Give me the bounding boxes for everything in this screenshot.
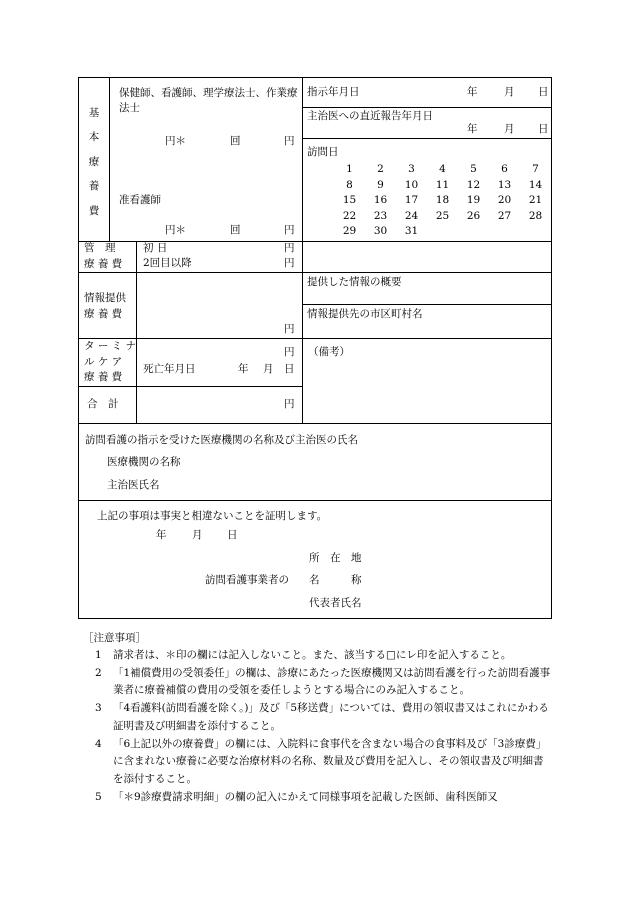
assoc-nurse-label: 准看護師 xyxy=(119,194,161,206)
day-cell: 26 xyxy=(466,209,481,222)
day-cell: 3 xyxy=(408,163,415,175)
year-label: 年 xyxy=(238,363,249,375)
terminal-label-line: タ ー ミ ナ xyxy=(84,340,137,352)
calendar-row xyxy=(334,209,551,225)
note-number: 3 xyxy=(95,702,102,714)
day-cell: 24 xyxy=(404,209,419,222)
note-text: 「1補償費用の受領委任」の欄は、診療にあたった医療機関又は訪問看護を行った訪問看護事業者に療養補償の費用の受領を委任しようとする場合にのみ記入すること。 xyxy=(113,666,551,696)
year-label: 年 xyxy=(156,529,167,541)
certification-statement: 上記の事項は事実と相違ないことを証明します。 xyxy=(97,510,328,522)
nursing-expense-form xyxy=(78,77,552,619)
day-cell: 9 xyxy=(377,178,384,191)
note-text: 請求者は、＊印の欄には記入しないこと。また、該当する□にレ印を記入すること。 xyxy=(113,648,512,661)
kihon-heading xyxy=(83,108,105,216)
first-day-label: 初 日 xyxy=(143,242,168,254)
column-divider xyxy=(136,241,137,423)
day-cell xyxy=(489,224,520,240)
day-label: 日 xyxy=(538,123,549,135)
yen-label: 円 xyxy=(284,242,295,254)
kanri-label xyxy=(84,241,122,272)
note-number: 5 xyxy=(95,790,102,803)
doctor-name-label: 主治医氏名 xyxy=(107,479,160,491)
times-label: 回 xyxy=(230,135,241,147)
day-cell: 16 xyxy=(373,194,388,206)
visit-days-calendar xyxy=(334,162,551,240)
day-cell: 21 xyxy=(528,194,543,206)
heading-char: 本 xyxy=(88,131,100,144)
heading-char: 基 xyxy=(88,107,100,119)
day-cell: 1 xyxy=(346,163,353,175)
day-cell: 13 xyxy=(497,178,512,191)
row-divider xyxy=(79,338,551,339)
day-cell: 8 xyxy=(346,178,353,191)
year-label: 年 xyxy=(467,86,478,98)
month-label: 月 xyxy=(504,86,515,98)
calendar-row xyxy=(334,224,551,240)
address-label: 所 在 地 xyxy=(309,552,362,564)
instruction-date-label: 指示年月日 xyxy=(307,86,360,98)
death-date-label: 死亡年月日 xyxy=(143,363,196,375)
day-label: 日 xyxy=(227,529,238,541)
terminal-label-line: ル ケ ア xyxy=(84,355,123,368)
info-label-line: 療 養 費 xyxy=(84,308,123,320)
column-divider xyxy=(302,78,303,423)
note-item xyxy=(83,789,553,807)
representative-label: 代表者氏名 xyxy=(309,597,362,609)
day-cell: 15 xyxy=(342,194,357,206)
day-cell: 20 xyxy=(497,194,512,206)
day-cell: 28 xyxy=(528,209,543,222)
yen-label: 円 xyxy=(284,346,295,358)
day-cell: 5 xyxy=(470,163,477,175)
row-divider xyxy=(302,304,551,305)
calendar-row xyxy=(334,178,551,194)
day-cell: 10 xyxy=(404,178,419,191)
yen-label: 円 xyxy=(284,135,295,147)
terminal-label-line: 療 養 費 xyxy=(84,371,123,383)
day-cell: 27 xyxy=(497,209,512,222)
yen-star: 円＊ xyxy=(165,224,186,236)
calendar-row xyxy=(334,193,551,209)
institution-name-label: 医療機関の名称 xyxy=(107,456,181,468)
notes-section xyxy=(83,630,553,806)
day-cell: 17 xyxy=(404,194,419,206)
day-cell: 12 xyxy=(466,178,481,191)
heading-char: 費 xyxy=(88,204,100,217)
day-cell: 4 xyxy=(439,163,446,175)
calendar-row xyxy=(334,162,551,178)
kanri-label-line: 療 養 費 xyxy=(84,257,123,270)
day-cell xyxy=(427,224,458,240)
row-divider xyxy=(79,500,551,501)
column-divider xyxy=(109,78,110,241)
day-cell: 2 xyxy=(377,163,384,175)
remarks-label: （備考） xyxy=(308,346,350,358)
month-label: 月 xyxy=(192,529,203,541)
note-text: 「6上記以外の療養費」の欄には、入院料に食事代を含まない場合の食事料及び「3診療費」に含まれない療養に必要な治療材料の名称、数量及び費用を記入し、その領収書及び明細書を添付すること。 xyxy=(113,737,547,785)
note-item xyxy=(83,700,553,735)
notes-heading: ［注意事項］ xyxy=(83,632,146,644)
second-after-label: 2回目以降 xyxy=(143,257,192,269)
day-cell: 7 xyxy=(532,163,539,175)
info-label-line: 情報提供 xyxy=(84,292,126,304)
row-divider xyxy=(79,386,302,387)
note-number: 1 xyxy=(95,648,102,661)
yen-label: 円 xyxy=(284,323,295,335)
day-label: 日 xyxy=(284,363,295,375)
note-number: 4 xyxy=(95,737,102,750)
day-cell: 25 xyxy=(435,209,450,222)
day-cell: 18 xyxy=(435,194,450,206)
day-cell: 6 xyxy=(501,163,508,175)
info-municipality-label: 情報提供先の市区町村名 xyxy=(307,308,423,320)
visit-days-label: 訪問日 xyxy=(307,146,339,158)
yen-label: 円 xyxy=(284,257,295,269)
yen-star: 円＊ xyxy=(165,135,186,147)
note-item xyxy=(83,665,553,700)
month-label: 月 xyxy=(504,123,515,135)
row-divider xyxy=(79,423,551,424)
day-cell xyxy=(458,224,489,240)
times-label: 回 xyxy=(230,224,241,236)
note-text: 「4看護料(訪問看護を除く。)」及び「5移送費」については、費用の領収書又はこれにかわる証明書及び明細書を添付すること。 xyxy=(113,702,549,732)
day-cell: 23 xyxy=(373,209,388,222)
month-label: 月 xyxy=(263,363,274,375)
row-divider xyxy=(302,138,551,139)
day-cell: 14 xyxy=(528,178,543,191)
note-item xyxy=(83,647,553,665)
day-cell: 22 xyxy=(342,209,357,222)
day-cell xyxy=(520,224,551,240)
day-cell: 31 xyxy=(404,225,419,237)
year-label: 年 xyxy=(467,123,478,135)
day-cell: 29 xyxy=(342,225,357,237)
day-cell: 19 xyxy=(466,194,481,206)
day-cell: 30 xyxy=(373,225,388,237)
note-number: 2 xyxy=(95,666,102,679)
yen-label: 円 xyxy=(284,224,295,236)
kanri-label-line: 管 理 xyxy=(84,242,116,254)
nurse-label: 保健師、看護師、理学療法士、作業療法士 xyxy=(119,87,298,114)
note-text: 「＊9診療費請求明細」の欄の記入にかえて同様事項を記載した医師、歯科医師又 xyxy=(113,790,498,803)
institution-heading: 訪問看護の指示を受けた医療機関の名称及び主治医の氏名 xyxy=(85,434,358,446)
note-item xyxy=(83,736,553,789)
last-report-label: 主治医への直近報告年月日 xyxy=(307,110,433,122)
info-label xyxy=(84,290,126,322)
row-divider xyxy=(302,107,551,108)
day-label: 日 xyxy=(538,86,549,98)
day-cell: 11 xyxy=(435,178,450,191)
info-summary-label: 提供した情報の概要 xyxy=(307,276,402,288)
operator-label: 訪問看護事業者の xyxy=(205,574,289,586)
row-divider xyxy=(79,272,551,273)
yen-label: 円 xyxy=(284,398,295,410)
operator-name-label: 名 称 xyxy=(309,574,362,586)
terminal-label xyxy=(84,339,136,386)
total-label: 合 計 xyxy=(87,398,119,410)
heading-char: 養 xyxy=(88,180,100,193)
heading-char: 療 xyxy=(88,155,100,168)
